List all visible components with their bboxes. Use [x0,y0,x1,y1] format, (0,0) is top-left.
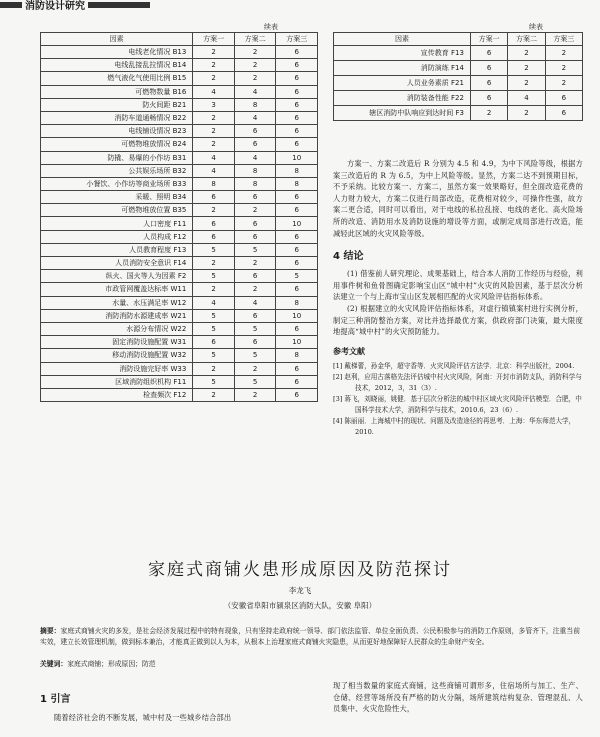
left-table-row [41,270,318,283]
left-table-factor-cell: 电线乱接乱拉情况 B14 [41,59,193,72]
left-table-value-cell: 6 [234,309,276,322]
left-table-row [41,243,318,256]
left-table-value-cell: 6 [193,191,235,204]
left-table-value-cell: 10 [276,336,318,349]
right-table-value-cell: 6 [470,61,507,76]
right-table-continued: 续表 [529,23,543,31]
left-table-value-cell: 6 [276,204,318,217]
left-table-row [41,46,318,59]
left-table-value-cell: 4 [234,111,276,124]
left-table-factor-cell: 防撬、易爆的小作坊 B31 [41,151,193,164]
right-table [333,32,583,121]
right-table-row [334,76,583,91]
article-author: 李龙飞 [288,586,312,595]
left-table-value-cell: 8 [234,98,276,111]
reference-item: [3] 蒋飞，刘晓丽，姚健．基于层次分析法的城中村区域火灾风险评估模型．合肥，中国科学技术大学，消防科学与技术，2010.6，23（6）. [333,394,582,414]
left-table-row [41,362,318,375]
left-table-value-cell: 10 [276,151,318,164]
left-table-factor-cell: 检查频次 F12 [41,388,193,401]
left-table-row [41,349,318,362]
left-table [40,32,318,402]
keywords-label: 关键词： [40,660,68,668]
left-table-row [41,72,318,85]
left-table-value-cell: 3 [193,98,235,111]
left-table-value-cell: 2 [234,257,276,270]
left-table-factor-cell: 消防车道通畅情况 B22 [41,111,193,124]
left-table-factor-cell: 人员消防安全意识 F14 [41,257,193,270]
left-table-value-cell: 8 [234,164,276,177]
left-table-value-cell: 6 [276,257,318,270]
left-table-factor-cell: 人员教育程度 F13 [41,243,193,256]
left-table-value-cell: 6 [234,270,276,283]
left-table-row [41,138,318,151]
left-table-value-cell: 2 [234,72,276,85]
left-table-value-cell: 4 [193,85,235,98]
right-table-block [333,22,583,121]
reference-item: [1] 戴梯蕾，孙金华，超守香等．火灾风险评估方法学．北京：科学出版社，2004. [333,361,575,370]
analysis-paragraph: 方案一、方案二改造后 R 分别为 4.5 和 4.9，为中下风险等级，根据方案三改造后的 R 为 6.5，为中上风险等级。显然，方案二达不到预期目标，不予采纳。比较方案一、方案二，虽然方案一效果略好，但全面改造花费的人力财力较大，方案二仅进行局部改造，花费相对较少，可操作性强，故方案二更合适，同时可以看出，对于电线的私拉乱接、电线的老化、高火险场所的改造、消防用水及消防设施的增设等方面，或制定成局部进行改造，能减轻此区域的火灾风险等级。 [333,159,583,238]
left-table-value-cell: 4 [234,151,276,164]
conclusion-paragraph-2: (2) 根据建立的火灾风险评估指标体系，对虚行镇镇案村进行实例分析，制定三种消防整治方案，对比并选择最优方案，供政府部门决策，最大限度地提高“城中村”的火灾预防能力。 [333,303,583,337]
left-table-value-cell: 2 [193,138,235,151]
left-table-value-cell: 2 [193,46,235,59]
article-affiliation: （安徽省阜阳市颍泉区消防大队，安徽 阜阳） [223,601,377,610]
left-table-value-cell: 6 [276,138,318,151]
left-table-continued: 续表 [264,23,278,31]
abstract-text: 家庭式商铺火灾的多发，是社会经济发展过程中的特有现象，只有坚持走政府统一领导、部门依法监管、单位全面负责、公民积极参与的消防工作原则，多管齐下，注重当前实效，建立长效管理机制，做到标本兼治，才能真正做到以人为本，从根本上治理家庭式商铺火灾隐患，从而更好地保障好人民群众的生命财产安全。 [40,627,581,646]
left-table-row [41,257,318,270]
left-table-value-cell: 8 [276,349,318,362]
left-table-factor-cell: 可燃物数量 B16 [41,85,193,98]
left-table-value-cell: 5 [193,322,235,335]
left-table-factor-cell: 水源分布情况 W22 [41,322,193,335]
left-table-col-header: 方案二 [234,33,276,46]
abstract-label: 摘要： [40,627,61,635]
left-table-value-cell: 6 [193,217,235,230]
right-table-row [334,61,583,76]
right-column [333,158,583,438]
left-table-value-cell: 6 [234,191,276,204]
left-table-value-cell: 2 [193,204,235,217]
left-table-value-cell: 6 [276,230,318,243]
references-list [333,361,583,438]
left-table-value-cell: 5 [193,243,235,256]
left-table-block [40,22,318,402]
left-table-value-cell: 6 [234,125,276,138]
left-table-row [41,111,318,124]
right-table-value-cell: 2 [545,76,582,91]
left-table-factor-cell: 区域消防组织机构 F11 [41,375,193,388]
keywords [40,658,580,668]
left-table-factor-cell: 防火间距 B21 [41,98,193,111]
left-table-value-cell: 6 [276,85,318,98]
right-table-factor-cell: 人员业务素质 F21 [334,76,471,91]
left-table-value-cell: 2 [193,125,235,138]
left-table-value-cell: 2 [234,388,276,401]
left-table-value-cell: 2 [193,111,235,124]
keywords-text: 家庭式商铺；形成原因；防范 [67,660,156,668]
left-table-value-cell: 6 [234,217,276,230]
left-table-value-cell: 10 [276,217,318,230]
left-table-factor-cell: 移动消防设施配置 W32 [41,349,193,362]
left-table-value-cell: 6 [276,98,318,111]
left-table-value-cell: 2 [193,362,235,375]
left-table-factor-cell: 可燃物堆放位置 B35 [41,204,193,217]
right-table-value-cell: 2 [470,106,507,121]
left-table-col-header: 因素 [41,33,193,46]
left-table-row [41,296,318,309]
left-table-value-cell: 5 [193,309,235,322]
left-table-row [41,191,318,204]
left-table-value-cell: 5 [193,270,235,283]
left-table-factor-cell: 水量、水压满足率 W12 [41,296,193,309]
left-table-factor-cell: 燃气液化气使用比例 B15 [41,72,193,85]
left-table-row [41,283,318,296]
abstract [40,626,580,648]
left-table-row [41,336,318,349]
right-table-value-cell: 6 [545,91,582,106]
left-table-row [41,375,318,388]
left-table-value-cell: 6 [276,59,318,72]
right-table-row [334,46,583,61]
right-table-col-header: 因素 [334,33,471,46]
left-table-factor-cell: 市政管网覆盖达标率 W11 [41,283,193,296]
left-table-value-cell: 8 [234,177,276,190]
left-table-value-cell: 4 [193,164,235,177]
section-1-heading: 1 引言 [40,694,71,705]
left-table-value-cell: 6 [234,138,276,151]
left-table-value-cell: 2 [234,283,276,296]
right-table-col-header: 方案三 [545,33,582,46]
left-table-value-cell: 10 [276,309,318,322]
left-table-value-cell: 2 [193,283,235,296]
left-table-factor-cell: 可燃物堆放情况 B24 [41,138,193,151]
left-table-factor-cell: 人口密度 F11 [41,217,193,230]
left-table-value-cell: 2 [234,204,276,217]
reference-item: [2] 赵利，应用古落格先法评估城中村火灾风险，阿南：开封市消防支队，消防科学与技术，2012，3，31（3）. [333,372,582,392]
right-table-value-cell: 2 [508,76,545,91]
left-table-value-cell: 8 [276,164,318,177]
left-table-row [41,59,318,72]
running-title: 消防设计研究 [22,0,88,12]
left-table-value-cell: 8 [276,296,318,309]
left-table-factor-cell: 固定消防设施配置 W31 [41,336,193,349]
right-table-value-cell: 2 [545,46,582,61]
left-table-value-cell: 8 [276,177,318,190]
left-table-value-cell: 5 [276,270,318,283]
left-table-value-cell: 6 [276,243,318,256]
right-table-header-row [334,33,583,46]
right-table-value-cell: 4 [508,91,545,106]
right-table-row [334,106,583,121]
left-table-value-cell: 6 [193,230,235,243]
right-table-factor-cell: 宣传教育 F13 [334,46,471,61]
article-title: 家庭式商铺火患形成原因及防范探讨 [148,560,452,580]
left-table-value-cell: 2 [234,46,276,59]
left-table-value-cell: 2 [193,388,235,401]
left-table-row [41,309,318,322]
intro-paragraph-left: 随着经济社会的不断发展，城中村及一些城乡结合部出 [54,713,232,722]
right-table-factor-cell: 消防演练 F14 [334,61,471,76]
left-table-value-cell: 5 [234,243,276,256]
left-table-factor-cell: 采暖、照明 B34 [41,191,193,204]
reference-item: [4] 陈丽丽．上海城中村的现状、问题及改造途径的再思考．上海：华东师范大学，2010. [333,416,576,436]
left-table-factor-cell: 人员构成 F12 [41,230,193,243]
left-table-value-cell: 2 [234,362,276,375]
left-table-value-cell: 6 [276,388,318,401]
left-table-row [41,322,318,335]
left-table-value-cell: 2 [234,59,276,72]
left-table-value-cell: 6 [193,336,235,349]
right-table-factor-cell: 消防装备性能 F22 [334,91,471,106]
left-table-value-cell: 6 [234,230,276,243]
left-table-header-row [41,33,318,46]
section-4-heading: 4 结论 [333,251,364,263]
left-table-value-cell: 5 [234,375,276,388]
left-table-row [41,151,318,164]
left-table-value-cell: 4 [234,85,276,98]
left-table-factor-cell: 小餐饮、小作坊等商业场所 B33 [41,177,193,190]
left-table-value-cell: 2 [193,257,235,270]
left-table-value-cell: 6 [276,283,318,296]
left-table-value-cell: 8 [193,177,235,190]
left-table-factor-cell: 电线老化情况 B13 [41,46,193,59]
right-table-value-cell: 6 [470,46,507,61]
left-table-row [41,85,318,98]
right-table-value-cell: 2 [508,106,545,121]
left-table-value-cell: 6 [276,322,318,335]
right-table-value-cell: 2 [508,61,545,76]
running-header [0,0,600,12]
left-table-col-header: 方案三 [276,33,318,46]
left-table-row [41,98,318,111]
left-table-factor-cell: 公共娱乐场所 B32 [41,164,193,177]
left-table-value-cell: 6 [276,362,318,375]
left-table-col-header: 方案一 [193,33,235,46]
right-table-value-cell: 2 [508,46,545,61]
left-table-value-cell: 5 [234,322,276,335]
left-table-value-cell: 2 [193,72,235,85]
left-table-row [41,177,318,190]
left-table-value-cell: 4 [234,296,276,309]
left-table-value-cell: 2 [193,59,235,72]
left-table-row [41,217,318,230]
right-table-factor-cell: 辖区消防中队响应到达时间 F3 [334,106,471,121]
left-table-value-cell: 6 [234,336,276,349]
right-table-value-cell: 6 [545,106,582,121]
left-table-row [41,388,318,401]
right-table-value-cell: 6 [470,76,507,91]
left-table-row [41,164,318,177]
left-table-value-cell: 6 [276,72,318,85]
left-table-factor-cell: 纵火、国火等人为因素 F2 [41,270,193,283]
left-table-row [41,204,318,217]
left-table-value-cell: 6 [276,46,318,59]
references-heading: 参考文献 [333,346,365,356]
right-table-value-cell: 2 [545,61,582,76]
left-table-row [41,125,318,138]
left-table-value-cell: 6 [276,375,318,388]
right-table-row [334,91,583,106]
left-table-value-cell: 6 [276,191,318,204]
right-table-value-cell: 6 [470,91,507,106]
left-table-row [41,230,318,243]
left-table-value-cell: 4 [193,151,235,164]
intro-paragraph-right: 现了相当数量的家庭式商铺，这些商铺可谓形多，住宿场所与加工、生产、仓储、经营等场所没有严格的防火分隔，场所建筑结构复杂、管理混乱、人员集中、火灾危险性大， [333,681,583,714]
conclusion-paragraph-1: (1) 借鉴前人研究理论、成果基础上，结合本人消防工作经历与经验，利用事件树和鱼骨图确定影响宝山区“城中村”火灾的风险因素，基于层次分析法建立一个与上海市宝山区发展相匹配的火灾风险评估指标体系。 [333,269,583,302]
left-table-factor-cell: 电线铺设情况 B23 [41,125,193,138]
left-table-value-cell: 6 [276,111,318,124]
left-table-value-cell: 5 [193,349,235,362]
left-table-value-cell: 5 [234,349,276,362]
left-table-factor-cell: 消防消防水源建成率 W21 [41,309,193,322]
left-table-value-cell: 6 [276,125,318,138]
left-table-value-cell: 5 [193,375,235,388]
left-table-value-cell: 4 [193,296,235,309]
right-table-col-header: 方案一 [470,33,507,46]
right-table-col-header: 方案二 [508,33,545,46]
left-table-factor-cell: 消防设施完好率 W33 [41,362,193,375]
